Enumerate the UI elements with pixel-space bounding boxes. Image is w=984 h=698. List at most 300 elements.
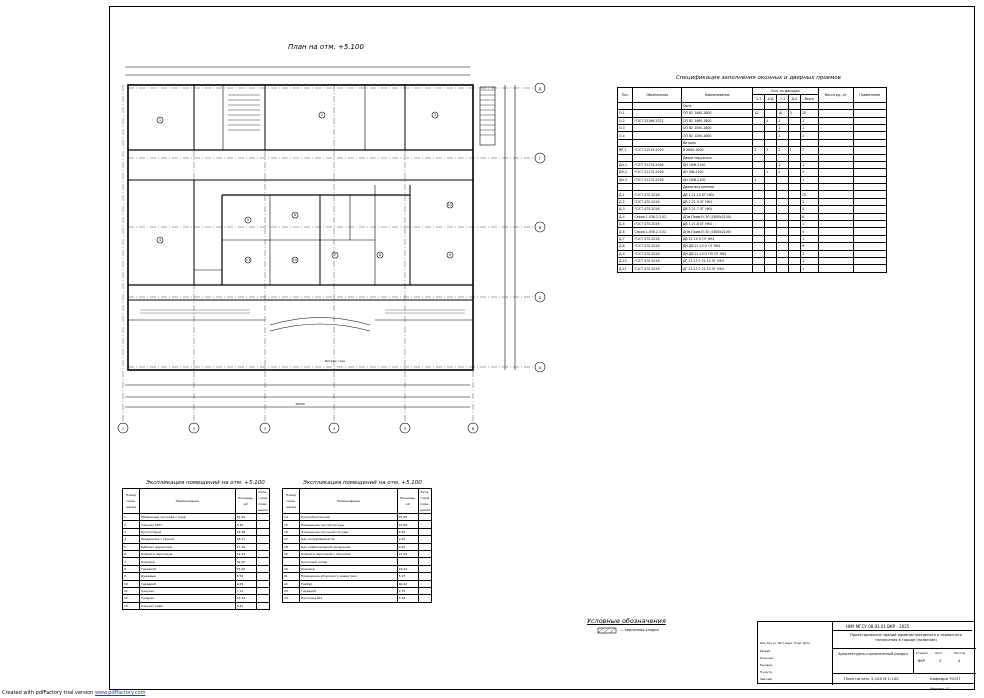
table-cell: [418, 573, 431, 580]
table-cell: [853, 191, 886, 198]
rooms-right-body: [283, 514, 432, 603]
table-cell: 19: [283, 550, 300, 557]
table-row: [283, 587, 432, 594]
table-row: [123, 521, 270, 528]
table-cell: [618, 154, 633, 161]
table-cell: 25: [801, 191, 819, 198]
table-row: [618, 110, 887, 117]
table-cell: [418, 521, 431, 528]
table-cell: О-3: [618, 124, 633, 131]
table-cell: О-1: [618, 110, 633, 117]
table-cell: [764, 265, 776, 272]
table-row: [123, 595, 270, 602]
watermark-link[interactable]: www.pdffactory.com: [94, 690, 146, 696]
table-cell: [777, 198, 788, 205]
table-cell: ОП В2 1500-1800: [681, 124, 753, 131]
table-cell: Комната персонала с санузлом: [300, 550, 398, 557]
table-cell: Цех полуфабрикатов: [300, 536, 398, 543]
table-cell: Д-7: [618, 235, 633, 242]
table-cell: [633, 102, 681, 109]
table-cell: О-2: [618, 117, 633, 124]
table-cell: 4: [801, 206, 819, 213]
rooms-right-header-name: Наименование: [300, 489, 398, 514]
spec-header-mass: Масса ед., кг: [818, 88, 853, 103]
table-cell: ОП В2 1460-1800: [681, 110, 753, 117]
table-cell: 1: [801, 250, 819, 257]
stamp-sheet-title: План на отм. 5,100 М 1:100: [844, 676, 899, 681]
stamp-dept: Кафедра ТОСП: [930, 676, 960, 681]
spec-header-pos: Поз.: [618, 88, 633, 103]
table-cell: [818, 161, 853, 168]
table-row: [618, 154, 887, 161]
table-cell: ГОСТ 475-2016: [633, 235, 681, 242]
table-row: [618, 221, 887, 228]
table-cell: [801, 154, 819, 161]
table-cell: ДН ДВ 21.13 О ПО ОГ НК4: [681, 250, 753, 257]
table-cell: 1: [753, 176, 764, 183]
table-cell: [777, 139, 788, 146]
table-cell: 18.38: [235, 528, 256, 535]
table-cell: [764, 221, 776, 228]
table-cell: 42.34: [235, 595, 256, 602]
spec-subheader: А-Д: [764, 95, 776, 102]
spec-header-note: Примечание: [853, 88, 886, 103]
spec-header-designation: Обозначение: [633, 88, 681, 103]
table-cell: ГОСТ 475-2016: [633, 198, 681, 205]
table-cell: [256, 558, 269, 565]
rooms-right-table: [282, 488, 432, 603]
table-cell: 25: [801, 110, 819, 117]
table-row: [618, 250, 887, 257]
stamp-sheet-header: Лист: [935, 651, 943, 655]
table-cell: [753, 265, 764, 272]
table-cell: 1: [788, 147, 800, 154]
table-cell: [753, 191, 764, 198]
table-cell: Д-1: [618, 191, 633, 198]
rooms-left-header-num: Номер поме- щения: [123, 489, 140, 514]
table-cell: [853, 184, 886, 191]
table-cell: [764, 154, 776, 161]
table-cell: [818, 198, 853, 205]
table-cell: 66.22: [397, 580, 418, 587]
table-cell: [818, 169, 853, 176]
table-cell: [818, 102, 853, 109]
spec-subheader: Всего: [801, 95, 819, 102]
table-cell: [788, 228, 800, 235]
table-cell: Гардероб: [300, 587, 398, 594]
table-cell: [753, 117, 764, 124]
table-cell: Коридор: [300, 565, 398, 572]
table-cell: [764, 206, 776, 213]
table-cell: 1: [777, 161, 788, 168]
table-cell: 9.25: [397, 543, 418, 550]
axis-G-label: Г: [538, 157, 542, 161]
table-cell: [764, 243, 776, 250]
table-cell: 12: [753, 110, 764, 117]
table-cell: 7: [801, 147, 819, 154]
table-row: [283, 514, 432, 521]
table-cell: 5: [123, 543, 140, 550]
table-cell: 2: [764, 147, 776, 154]
table-cell: [418, 536, 431, 543]
table-row: [283, 550, 432, 557]
table-row: [618, 213, 887, 220]
table-cell: [418, 565, 431, 572]
table-cell: [256, 595, 269, 602]
table-cell: [853, 139, 886, 146]
table-cell: Д-3: [618, 206, 633, 213]
table-cell: [777, 176, 788, 183]
table-cell: 4: [123, 536, 140, 543]
table-cell: ДВ 21.10 О ОГ НК4: [681, 235, 753, 242]
table-cell: [418, 528, 431, 535]
table-cell: 2: [123, 521, 140, 528]
table-cell: 4.18: [397, 595, 418, 602]
table-row: [618, 228, 887, 235]
axis-6-label: 6: [471, 427, 475, 431]
table-cell: ДВ 2 21.10 ОГ НК4: [681, 191, 753, 198]
table-row: [123, 543, 270, 550]
table-cell: Комната персонала: [140, 550, 236, 557]
table-cell: Помещение чистой посуды: [300, 521, 398, 528]
table-cell: [633, 124, 681, 131]
openings-spec-title: Спецификация заполнения оконных и дверных проемов: [676, 75, 841, 81]
table-cell: [777, 257, 788, 264]
table-row: [618, 206, 887, 213]
table-cell: ДГ 21.13 2 21.10 ОГ НК4: [681, 257, 753, 264]
table-cell: [753, 198, 764, 205]
table-row: [618, 147, 887, 154]
table-cell: 6.59: [235, 573, 256, 580]
table-cell: Серия 1.036.2-3.02: [633, 213, 681, 220]
table-cell: 2: [753, 147, 764, 154]
table-cell: 1: [801, 176, 819, 183]
table-cell: [788, 184, 800, 191]
table-row: [618, 198, 887, 205]
table-cell: 44.09: [235, 514, 256, 521]
axis-B-label: Б: [538, 296, 542, 300]
table-cell: [853, 176, 886, 183]
stamp-cols-row: Изм. Кол.уч. Лист №док. Подп. Дата: [760, 642, 810, 645]
table-cell: [753, 154, 764, 161]
openings-spec-table: [617, 87, 887, 273]
table-row: [618, 235, 887, 242]
rooms-right-header-area: Площадь, м2: [397, 489, 418, 514]
table-cell: [801, 139, 819, 146]
table-cell: 10.68: [397, 521, 418, 528]
axis-A-label: А: [538, 366, 542, 370]
table-row: [123, 587, 270, 594]
table-cell: [788, 206, 800, 213]
table-row: [618, 191, 887, 198]
table-cell: Д-9: [618, 250, 633, 257]
table-cell: [853, 161, 886, 168]
table-cell: 7: [123, 558, 140, 565]
table-cell: Д-8: [618, 243, 633, 250]
table-cell: ДПм-Прим-ЕI 30 (1800х2100): [681, 213, 753, 220]
table-cell: Обеденный зал кафе с разд.: [140, 514, 236, 521]
table-row: [618, 184, 887, 191]
table-cell: 3: [123, 528, 140, 535]
table-cell: [818, 147, 853, 154]
table-cell: [764, 139, 776, 146]
table-cell: ОП В2 1460-1800: [681, 117, 753, 124]
table-cell: [788, 154, 800, 161]
table-cell: Раздевалка с сауной: [140, 536, 236, 543]
table-cell: [256, 565, 269, 572]
room-num-5: 5: [246, 218, 250, 222]
table-cell: [753, 139, 764, 146]
table-cell: [818, 184, 853, 191]
table-cell: [764, 102, 776, 109]
table-cell: [788, 139, 800, 146]
table-cell: [853, 257, 886, 264]
table-cell: [618, 139, 633, 146]
table-cell: [764, 161, 776, 168]
table-cell: ГОСТ 475-2016: [633, 221, 681, 228]
table-cell: Кухня безопасная: [300, 514, 398, 521]
table-cell: 8: [123, 565, 140, 572]
table-cell: [753, 102, 764, 109]
room-num-4: 4: [158, 238, 162, 242]
table-cell: 3: [801, 169, 819, 176]
table-cell: 1: [123, 514, 140, 521]
table-cell: [818, 132, 853, 139]
table-cell: [818, 110, 853, 117]
table-cell: [256, 536, 269, 543]
axis-D-label: Д: [538, 87, 542, 91]
spec-header-count: Кол. по фасадам: [753, 88, 818, 95]
table-cell: [777, 206, 788, 213]
floor-plan: [110, 55, 555, 435]
table-cell: [633, 154, 681, 161]
table-cell: 1: [801, 235, 819, 242]
table-cell: 4: [764, 117, 776, 124]
table-cell: Бухгалтерия: [140, 528, 236, 535]
spec-subheader: 1-7: [753, 95, 764, 102]
table-cell: 55.06: [235, 565, 256, 572]
table-cell: 12: [123, 595, 140, 602]
axis-2-label: 2: [192, 427, 196, 431]
table-row: [123, 528, 270, 535]
axis-4-label: 4: [332, 427, 336, 431]
table-cell: [418, 543, 431, 550]
table-cell: [818, 206, 853, 213]
table-cell: [418, 587, 431, 594]
table-cell: [853, 221, 886, 228]
table-cell: 1: [801, 161, 819, 168]
table-cell: [397, 558, 418, 565]
table-cell: [801, 102, 819, 109]
table-cell: 25.06: [397, 514, 418, 521]
table-cell: 12.43: [235, 550, 256, 557]
table-cell: Д-5: [618, 221, 633, 228]
table-cell: [853, 117, 886, 124]
table-cell: Серия 1.036.2-3.02: [633, 228, 681, 235]
table-cell: Д-4: [618, 213, 633, 220]
table-cell: 1: [777, 117, 788, 124]
table-cell: [777, 102, 788, 109]
room-num-3: 3: [433, 113, 437, 117]
table-cell: [753, 235, 764, 242]
table-cell: [853, 154, 886, 161]
axis-V-label: В: [538, 226, 542, 230]
table-cell: 15.24: [397, 550, 418, 557]
table-cell: ДВ 2 21.7 ОГ НК4: [681, 206, 753, 213]
table-cell: 3: [788, 110, 800, 117]
table-cell: 9.25: [397, 536, 418, 543]
table-cell: ГОСТ 31174-2016: [633, 169, 681, 176]
table-cell: [764, 228, 776, 235]
table-cell: [788, 243, 800, 250]
rooms-left-body: [123, 514, 270, 610]
openings-spec-body: [618, 102, 887, 272]
table-cell: Санузел: [140, 587, 236, 594]
table-cell: ГОСТ 475-2016: [633, 265, 681, 272]
table-cell: [788, 198, 800, 205]
table-cell: [418, 550, 431, 557]
table-cell: [818, 117, 853, 124]
watermark: [2, 690, 145, 696]
table-row: [123, 536, 270, 543]
room-num-12: 12: [447, 203, 453, 207]
table-cell: ГОСТ 475-2016: [633, 243, 681, 250]
table-cell: 2: [777, 147, 788, 154]
table-cell: 10: [123, 580, 140, 587]
table-row: [618, 169, 887, 176]
table-cell: ОП В2 1200-1800: [681, 132, 753, 139]
stamp-sheets-header: Листов: [954, 651, 966, 655]
table-cell: 24: [283, 595, 300, 602]
table-cell: [753, 184, 764, 191]
table-cell: 6.47: [235, 602, 256, 609]
table-cell: 21: [283, 573, 300, 580]
table-cell: 9: [801, 228, 819, 235]
table-cell: [788, 102, 800, 109]
table-cell: Помещение кухонной посуды: [300, 528, 398, 535]
table-cell: Двери наружные: [681, 154, 753, 161]
legend-item: — кирпичная кладка: [620, 628, 659, 632]
room-num-9: 9: [448, 253, 452, 257]
table-cell: [853, 198, 886, 205]
vestibule-label: Витраж стен: [324, 359, 346, 363]
table-cell: Кабинет директора: [140, 543, 236, 550]
table-cell: ГОСТ 21519-2019: [633, 147, 681, 154]
table-cell: [777, 265, 788, 272]
table-cell: [283, 558, 300, 565]
table-cell: О-4: [618, 132, 633, 139]
table-cell: [788, 213, 800, 220]
table-cell: 2: [801, 132, 819, 139]
table-cell: 6: [123, 550, 140, 557]
table-row: [283, 521, 432, 528]
table-cell: Гардероб: [140, 580, 236, 587]
table-cell: [818, 250, 853, 257]
table-cell: 3.46: [235, 521, 256, 528]
table-cell: [753, 243, 764, 250]
table-cell: [788, 265, 800, 272]
stamp-stage-header: Стадия: [916, 651, 928, 655]
table-cell: В 1600-1800: [681, 147, 753, 154]
table-cell: [418, 558, 431, 565]
table-cell: 9: [123, 573, 140, 580]
brick-hatch-icon: [597, 626, 619, 636]
table-cell: [418, 514, 431, 521]
table-cell: ДПм-Прим-ЕI 30 (1800х2100): [681, 228, 753, 235]
axis-3-label: 3: [263, 427, 267, 431]
table-cell: Коридор: [140, 558, 236, 565]
table-cell: 18: [283, 543, 300, 550]
table-row: [283, 580, 432, 587]
room-num-7: 7: [333, 253, 337, 257]
stamp-project: Проектирование зданий административного и сервисного назначения в городе (название): [850, 633, 962, 642]
table-cell: [753, 213, 764, 220]
table-cell: [764, 213, 776, 220]
table-cell: 5.97: [397, 573, 418, 580]
table-cell: [777, 228, 788, 235]
table-cell: Д-2: [618, 198, 633, 205]
rooms-left-header-area: Площадь, м2: [235, 489, 256, 514]
table-cell: [256, 587, 269, 594]
table-cell: [256, 528, 269, 535]
table-cell: [788, 250, 800, 257]
rooms-left-header-name: Наименование: [140, 489, 236, 514]
table-row: [123, 580, 270, 587]
stamp-format: Формат А1: [930, 687, 950, 691]
table-cell: 17.18: [235, 543, 256, 550]
table-cell: [853, 169, 886, 176]
spec-subheader: 7-1: [777, 95, 788, 102]
table-cell: ДН-2: [618, 169, 633, 176]
table-cell: [853, 235, 886, 242]
table-row: [618, 257, 887, 264]
rooms-left-title: Экспликация помещений на отм. +5.100: [146, 480, 265, 486]
table-cell: Д-10: [618, 257, 633, 264]
stamp-code: НИУ МГСУ 08.03.01 ВКР - 2025: [846, 624, 910, 629]
table-cell: [764, 132, 776, 139]
table-cell: [777, 154, 788, 161]
plan-title: План на отм. +5.100: [288, 43, 364, 51]
table-cell: [777, 250, 788, 257]
table-cell: [818, 228, 853, 235]
table-cell: [818, 265, 853, 272]
table-cell: Галерея: [140, 595, 236, 602]
table-cell: [788, 124, 800, 131]
table-row: [123, 565, 270, 572]
table-cell: 2: [777, 132, 788, 139]
table-cell: 18.11: [235, 536, 256, 543]
spec-subheader: Д-А: [788, 95, 800, 102]
table-cell: [256, 573, 269, 580]
table-cell: [256, 521, 269, 528]
table-cell: ДН 9/В-2100: [681, 169, 753, 176]
table-cell: [753, 124, 764, 131]
table-cell: [788, 221, 800, 228]
table-cell: [818, 257, 853, 264]
table-row: [123, 514, 270, 521]
table-cell: [853, 110, 886, 117]
table-cell: [818, 176, 853, 183]
rooms-right-header-num: Номер поме- щения: [283, 489, 300, 514]
table-cell: 1: [801, 257, 819, 264]
table-cell: Д-11: [618, 265, 633, 272]
table-row: [283, 558, 432, 565]
table-cell: 6.59: [397, 528, 418, 535]
table-cell: 15: [283, 521, 300, 528]
table-cell: ГОСТ 475-2016: [633, 257, 681, 264]
table-cell: ГОСТ 31174-2016: [633, 176, 681, 183]
table-cell: [256, 543, 269, 550]
